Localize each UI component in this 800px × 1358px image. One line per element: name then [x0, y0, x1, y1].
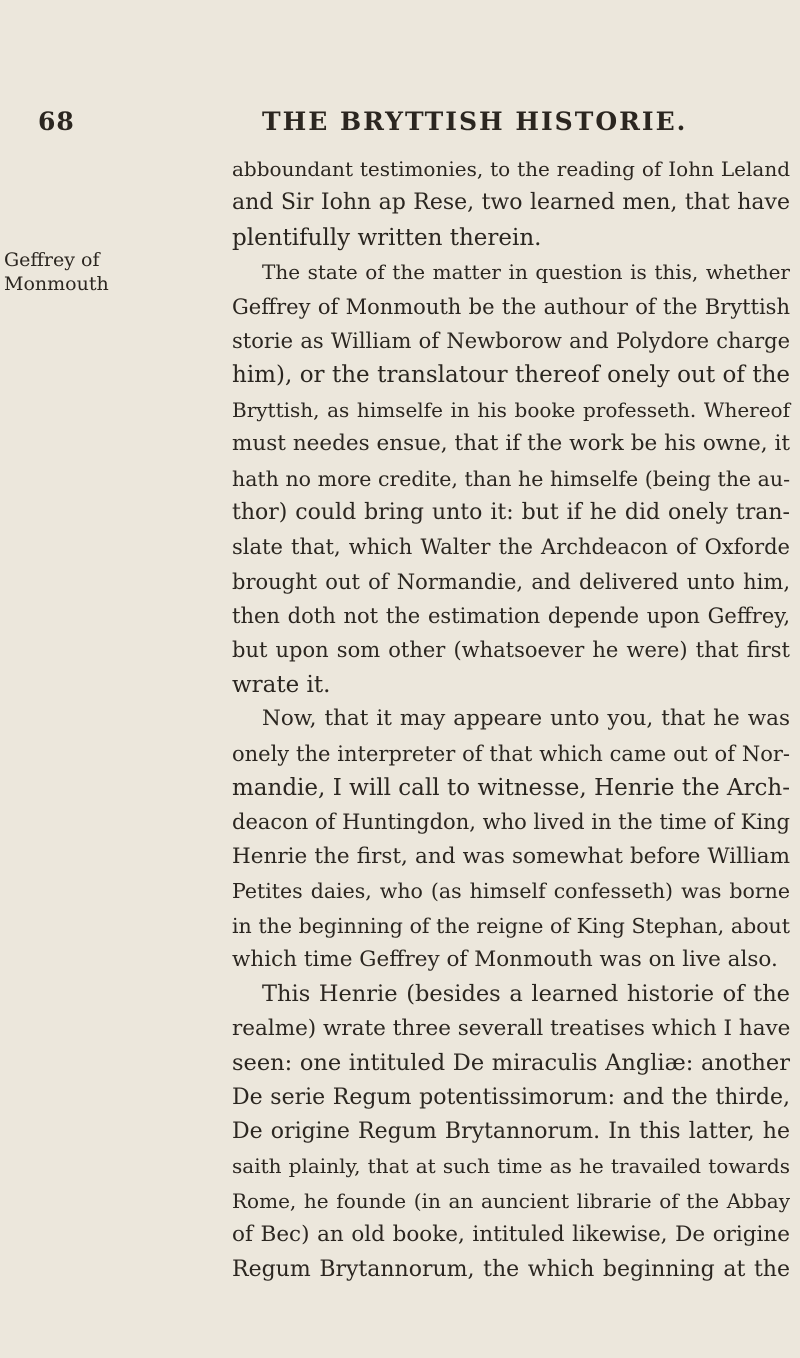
body-text	[232, 152, 790, 1287]
text-line: saith plainly, that at such time as he travailed towards	[232, 1154, 790, 1179]
text-line: Rome, he founde (in an auncient librarie of the Abbay	[232, 1188, 790, 1213]
text-line: wrate it.	[232, 671, 331, 698]
text-line: The state of the matter in question is this, whether	[262, 260, 790, 285]
text-line: of Bec) an old booke, intituled likewise, De origine	[232, 1222, 790, 1248]
text-line: Petites daies, who (as himself confesseth) was borne	[232, 879, 790, 904]
running-title: THE BRYTTISH HISTORIE.	[262, 107, 688, 136]
page-number: 68	[38, 107, 75, 136]
text-line: De serie Regum potentissimorum: and the thirde,	[232, 1084, 790, 1110]
text-line: but upon som other (whatsoever he were) that first	[232, 638, 790, 663]
text-line: seen: one intituled De miraculis Angliæ: another	[232, 1050, 790, 1077]
margin-note	[4, 248, 129, 296]
text-line: him), or the translatour thereof onely out of the	[232, 362, 790, 389]
text-line: plentifully written therein.	[232, 224, 542, 251]
text-line: Henrie the first, and was somewhat before William	[232, 843, 790, 869]
text-line: onely the interpreter of that which came out of Nor-	[232, 741, 790, 766]
text-line: De origine Regum Brytannorum. In this latter, he	[232, 1118, 790, 1144]
margin-note-line: Geffrey of	[4, 249, 100, 271]
text-line: hath no more credite, than he himselfe (being the au-	[232, 466, 790, 491]
text-line: realme) wrate three severall treatises which I have	[232, 1015, 791, 1041]
text-line: which time Geffrey of Monmouth was on live also.	[232, 946, 778, 972]
text-line: then doth not the estimation depende upon Geffrey,	[232, 604, 790, 629]
text-line: brought out of Normandie, and delivered unto him,	[232, 569, 790, 594]
text-line: thor) could bring unto it: but if he did onely tran-	[232, 499, 790, 525]
text-line: slate that, which Walter the Archdeacon of Oxforde	[232, 535, 790, 560]
page-header	[0, 107, 800, 147]
text-line: and Sir Iohn ap Rese, two learned men, that have	[232, 190, 790, 216]
text-line: Geffrey of Monmouth be the authour of the Bryttish	[232, 294, 790, 319]
margin-note-line: Monmouth	[4, 273, 109, 295]
text-line: storie as William of Newborow and Polydore charge	[232, 328, 790, 353]
text-line: mandie, I will call to witnesse, Henrie the Arch-	[232, 775, 790, 802]
text-line: must needes ensue, that if the work be his owne, it	[232, 431, 790, 457]
text-line: Now, that it may appeare unto you, that he was	[262, 706, 790, 732]
text-line: deacon of Huntingdon, who lived in the time of King	[232, 810, 790, 835]
text-line: in the beginning of the reigne of King Stephan, about	[232, 913, 790, 938]
text-line: Bryttish, as himselfe in his booke professeth. Whereof	[232, 397, 790, 422]
text-line: This Henrie (besides a learned historie of the	[262, 981, 790, 1008]
text-line: Regum Brytannorum, the which beginning at the	[232, 1256, 790, 1282]
text-line: abboundant testimonies, to the reading of Iohn Leland	[232, 157, 790, 181]
